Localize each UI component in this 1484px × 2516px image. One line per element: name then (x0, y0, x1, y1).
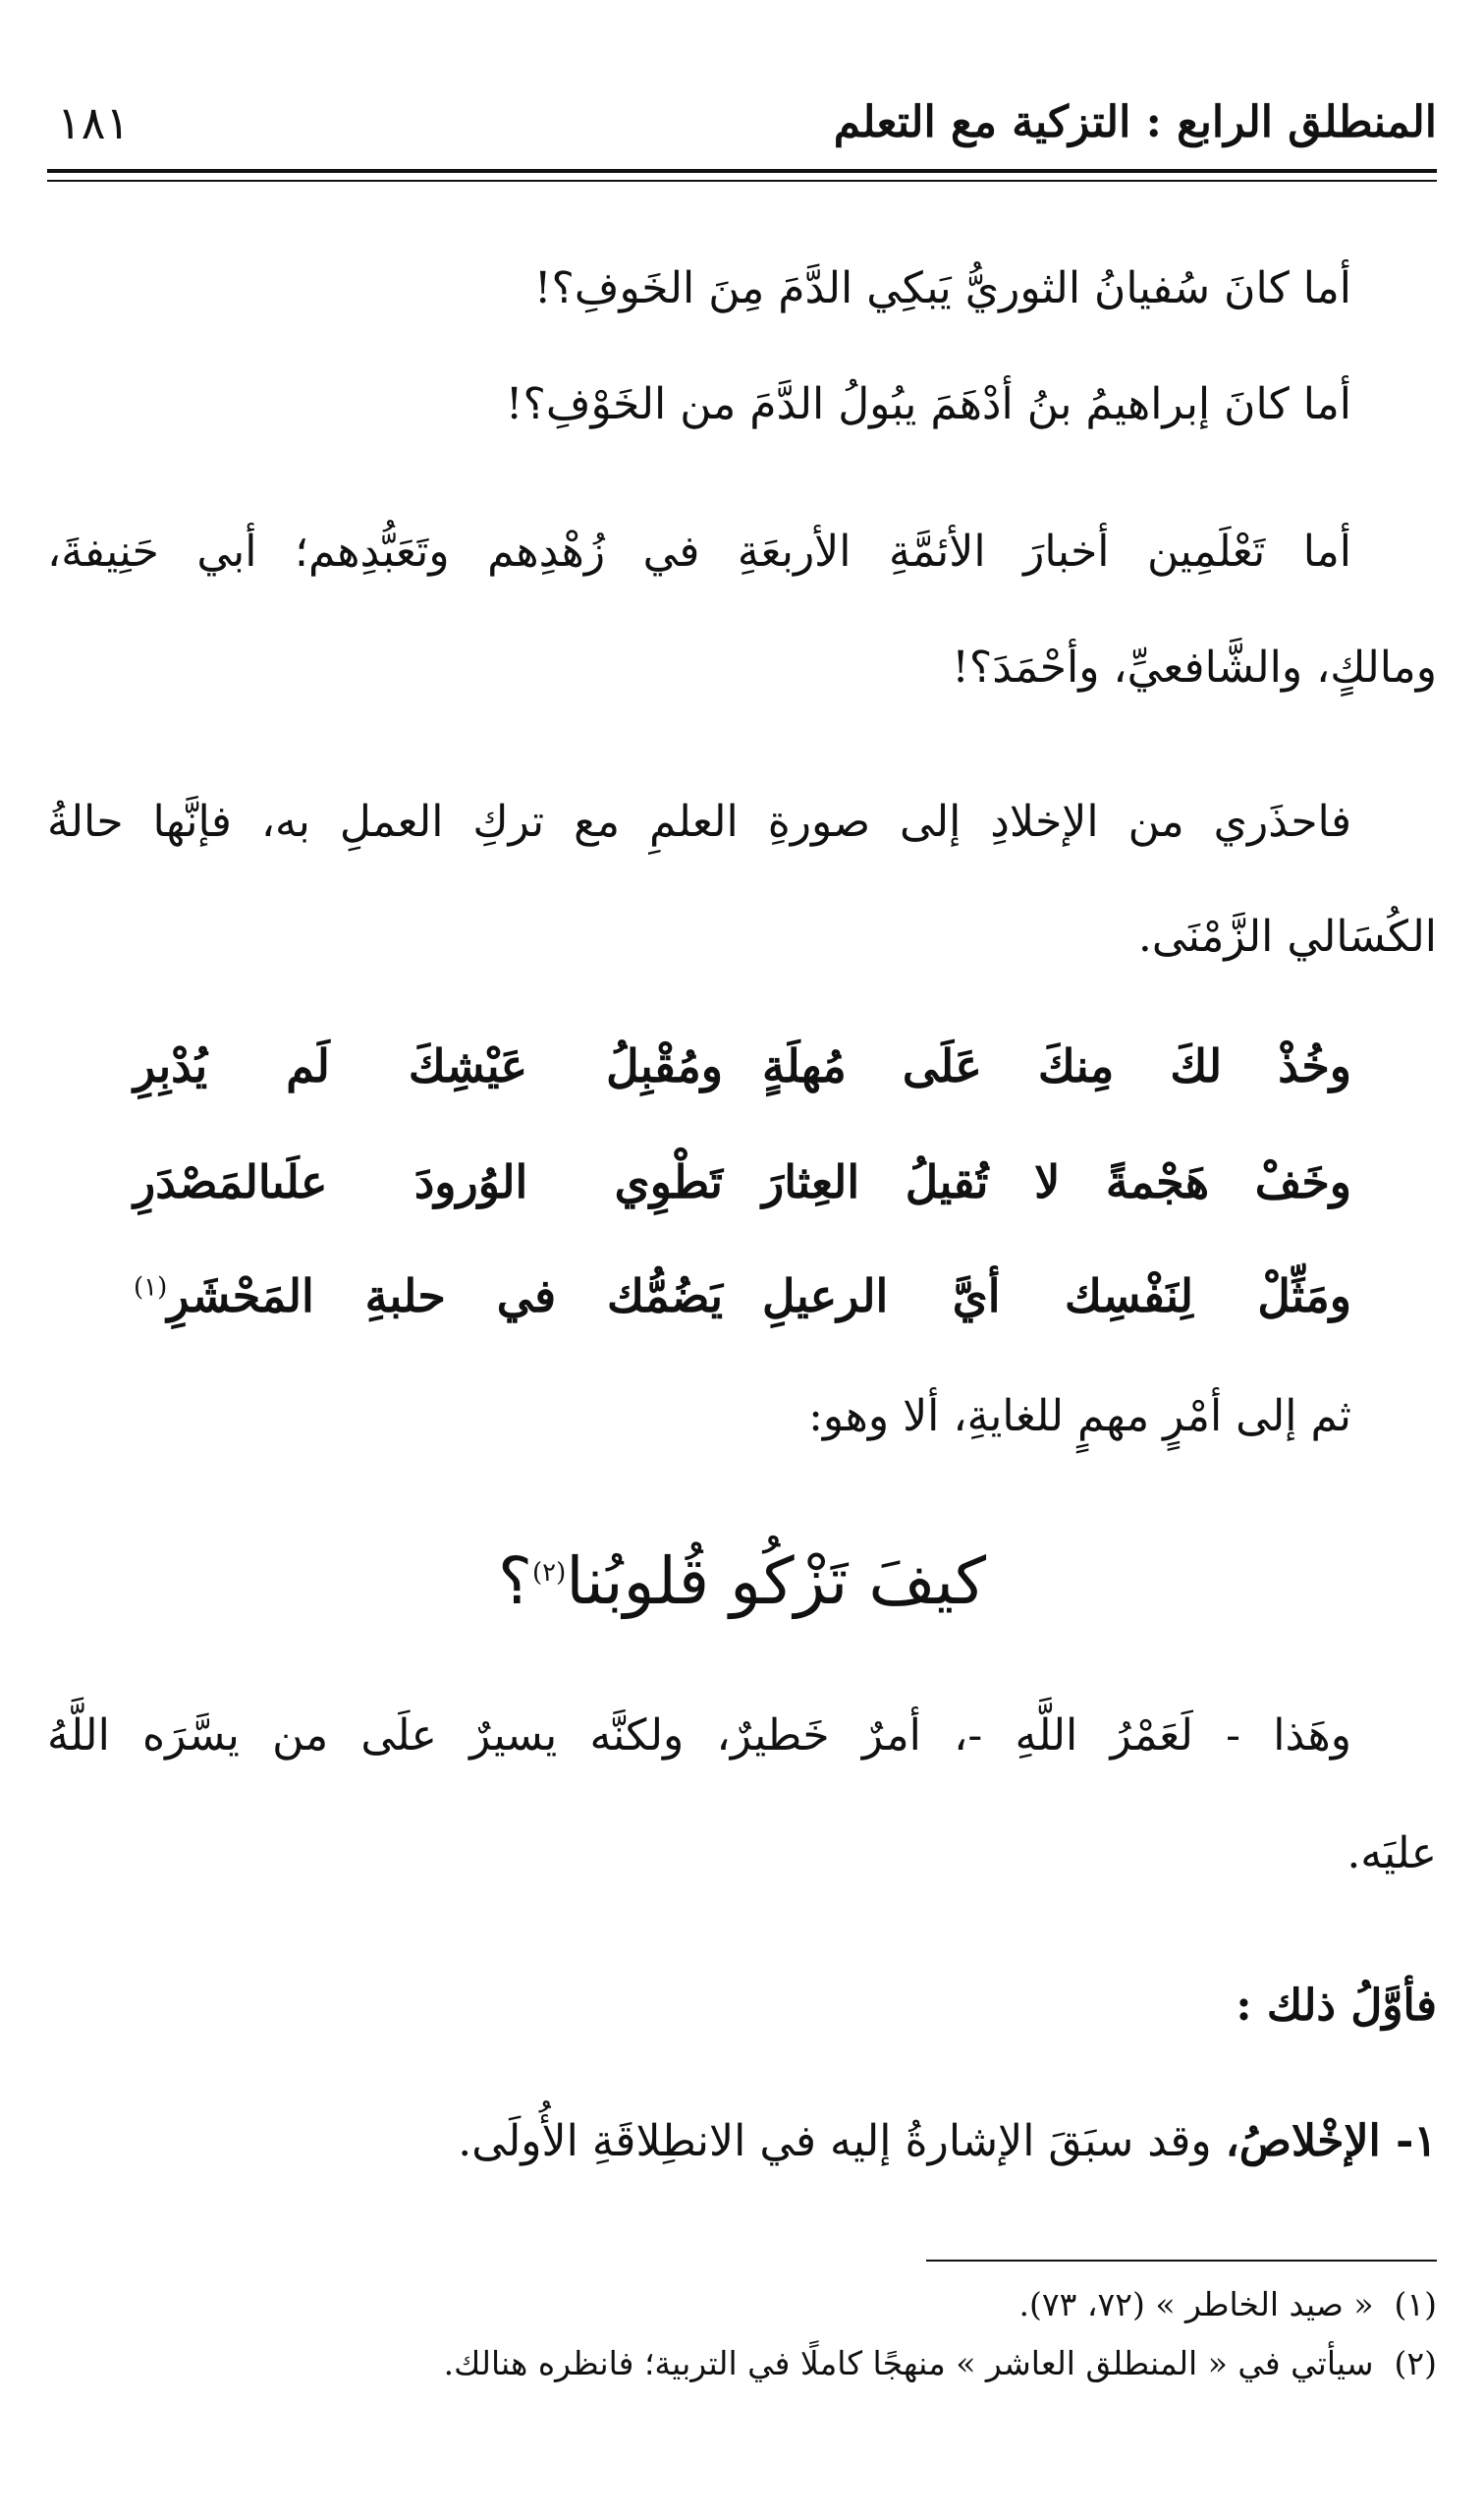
body-line-2: أما كانَ إبراهيمُ بنُ أدْهَمَ يبُولُ الدَّمَ من الخَوْفِ؟! (505, 379, 1351, 429)
verse-1-second-hemistich: ومُقْبِلُ عَيْشِكَ لَم يُدْبِرِ (134, 1039, 723, 1092)
poem-verse-2 (134, 1147, 1351, 1216)
list-item-1 (47, 2110, 1437, 2173)
poem-verse-1 (134, 1032, 1351, 1100)
paragraph-1-line-1: أما تَعْلَمِين أخبارَ الأئمَّةِ الأربعَةِ في زُهْدِهم وتَعَبُّدِهم؛ أبي حَنِيفةَ، (47, 527, 1351, 577)
list-item-1-label: ١- الإخْلاصُ، (1225, 2116, 1437, 2166)
footnote-2-number: (٢) (1394, 2344, 1437, 2382)
footnote-2-text: سيأتي في « المنطلق العاشر » منهجًا كاملًا في التربية؛ فانظره هنالك. (443, 2344, 1374, 2382)
heading-question-mark: ؟ (497, 1543, 532, 1619)
verse-3-second-text: يَضُمُّك في حلبةِ المَحْشَرِ (167, 1269, 723, 1322)
verse-2-first-hemistich: وخَفْ هَجْمةً لا تُقيلُ العِثارَ (762, 1155, 1351, 1208)
paragraph-3-line-1: وهَذا - لَعَمْرُ اللَّهِ -، أمرٌ خَطيرٌ، ولكنَّه يسيرٌ علَى من يسَّرَه اللَّهُ (47, 1710, 1351, 1761)
header-rule-thin (47, 180, 1437, 182)
page-number: ١٨١ (57, 96, 131, 149)
section-heading (47, 1538, 1437, 1626)
verse-3-first-hemistich: ومَثِّلْ لِنَفْسِك أيَّ الرعيلِ (762, 1269, 1351, 1322)
footnote-separator (926, 2260, 1437, 2262)
poem-verse-3 (134, 1261, 1351, 1330)
body-line-1: أما كانَ سُفيانُ الثوريُّ يَبكِي الدَّمَ مِنَ الخَوفِ؟! (533, 263, 1351, 313)
footnote-1 (47, 2281, 1437, 2328)
verse-3-second-hemistich (134, 1261, 723, 1330)
heading-text: كيفَ تَزْكُو قُلوبُنا (566, 1543, 987, 1619)
first-of-that-heading: فأوَّلُ ذلك : (1236, 1981, 1437, 2031)
paragraph-2-line-2: الكُسَالي الزَّمْنَى. (1137, 912, 1437, 962)
footnote-ref-1: (١) (134, 1272, 168, 1303)
paragraph-2-line-1: فاحذَري من الإخلادِ إلى صورةِ العلمِ مع تركِ العملِ به، فإنَّها حالةُ (47, 797, 1351, 847)
verse-1-first-hemistich: وخُذْ لكَ مِنكَ عَلَى مُهلَةٍ (762, 1039, 1351, 1092)
paragraph-3-line-2: عليَه. (1347, 1828, 1437, 1878)
footnote-ref-2: (٢) (531, 1558, 567, 1588)
header-rule-thick (47, 169, 1437, 173)
footnote-2 (47, 2340, 1437, 2387)
verse-2-second-hemistich: تَطْوِي الوُرودَ علَىالمَصْدَرِ (134, 1155, 723, 1208)
paragraph-1-line-2: ومالكٍ، والشَّافعيِّ، وأحْمَدَ؟! (952, 643, 1437, 693)
transition-line: ثم إلى أمْرٍ مهمٍ للغايةِ، ألا وهو: (808, 1391, 1351, 1441)
footnote-1-text: « صيد الخاطر » (٧٢، ٧٣). (1018, 2285, 1374, 2323)
footnote-1-number: (١) (1394, 2285, 1437, 2323)
page-header (47, 93, 1437, 152)
running-title: المنطلق الرابع : التزكية مع التعلم (833, 97, 1437, 147)
list-item-1-text: وقد سبَقَ الإشارةُ إليه في الانطِلاقَةِ الأُولَى. (458, 2116, 1212, 2166)
